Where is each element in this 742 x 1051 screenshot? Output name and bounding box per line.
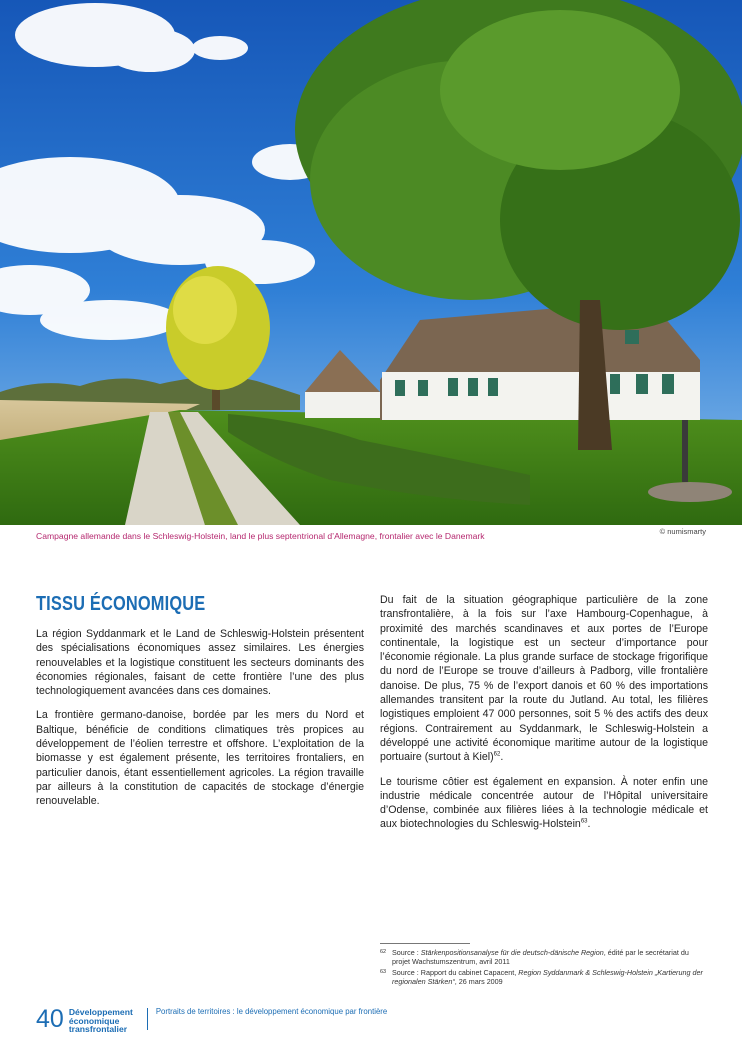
footnote — [380, 948, 706, 967]
landscape-photo — [0, 0, 742, 525]
paragraph-text: Le tourisme côtier est également en expansion. À noter enfin une industrie médicale concentrée autour de l’Hôpital universitaire d’Odense, combinée aux filières liées à la technologie médicale et aux biotechnologies du Schleswig-Holstein — [380, 775, 708, 831]
footnote-title: Stärkenpositionsanalyse für die deutsch-dänische Region — [420, 948, 604, 957]
footnote-divider — [380, 943, 470, 944]
brand-line: économique — [68, 1015, 120, 1026]
footnote-number: 62 — [380, 949, 387, 955]
footer-divider — [147, 1008, 148, 1030]
footnote-ref[interactable]: 63 — [580, 818, 588, 825]
paragraph: La région Syddanmark et le Land de Schleswig-Holstein présentent des spécialisations économiques assez similaires. Les énergies renouvelables et la logistique constituent les secteurs dominants des économies régionales, faisant de cette frontière l’une des plus technologiquement avancées dans ces domaines. — [36, 628, 364, 698]
footnote-text — [392, 968, 706, 987]
section-heading: TISSU ÉCONOMIQUE — [36, 593, 206, 615]
footnote-rest: , 26 mars 2009 — [454, 976, 503, 986]
footnote — [380, 968, 706, 987]
footnote-ref[interactable]: 62 — [493, 751, 501, 758]
footnote-title: Region Syddanmark & Schleswig-Holstein „Kartierung der regionalen Stärken“ — [392, 967, 703, 986]
left-column — [36, 627, 364, 819]
right-column — [380, 593, 708, 842]
footnote-number: 63 — [380, 968, 387, 975]
paragraph-text: Du fait de la situation géographique particulière de la zone transfrontalière, à la fois sur l’axe Hambourg-Copenhague, à proximité des marchés scandinaves et aux portes de l’Europe continentale, la logistique est un secteur d’importance pour l’économie régionale. La plus grande surface de stockage frigorifique du nord de l’Europe se trouve d’ailleurs à Padborg, ville frontalière danoise. De plus, 75 % de l’export danois et 60 % des importations allemandes transitent par la route du Jutland. Au total, les filières logistiques emploient 47 000 personnes, soit 5 % des actifs des deux régions. Contrairement au Syddanmark, le Schleswig-Holstein a développé une activité économique maritime autour de la logistique portuaire (surtout à Kiel) — [380, 594, 708, 764]
photo-caption: Campagne allemande dans le Schleswig-Holstein, land le plus septentrional d’Allemagne, frontalier avec le Danemark — [36, 531, 485, 541]
footnote-rest: , édité par le secrétariat du projet Wachstumszentrum, avril 2011 — [392, 948, 689, 967]
photo-credit: © numismarty — [659, 527, 706, 536]
brand-logo — [69, 1008, 133, 1034]
page-number: 40 — [36, 1005, 64, 1033]
brand-line: Développement — [68, 1007, 133, 1017]
paragraph: Le tourisme côtier est également en expansion. À noter enfin une industrie médicale concentrée autour de l’Hôpital universitaire d’Odense, combinée aux filières liées à la technologie médicale et aux biotechnologies du Schleswig-Holstein$^{63}$. — [380, 775, 708, 831]
footnote-text — [392, 948, 706, 967]
series-title: Portraits de territoires : le développement économique par frontière — [155, 1007, 388, 1016]
paragraph: Du fait de la situation géographique particulière de la zone transfrontalière, à la fois sur l’axe Hambourg-Copenhague, à proximité des marchés scandinaves et aux portes de l’Europe continentale, la logistique est un secteur d’importance pour l’économie régionale. La plus grande surface de stockage frigorifique du nord de l’Europe se trouve d’ailleurs à Padborg, ville frontalière danoise. De plus, 75 % de l’export danois et 60 % des importations allemandes transitent par la route du Jutland. Au total, les filières logistiques emploient 47 000 personnes, soit 5 % des actifs des deux régions. Contrairement au Syddanmark, le Schleswig-Holstein a développé une activité économique maritime autour de la logistique portuaire (surtout à Kiel)$^{62}$. — [380, 594, 708, 764]
footnote-prefix: Source : Rapport du cabinet Capacent, — [392, 967, 519, 977]
brand-line: transfrontalier — [68, 1024, 128, 1035]
page-footer — [36, 1004, 387, 1034]
paragraph: La frontière germano-danoise, bordée par les mers du Nord et Baltique, bénéficie de conditions climatiques très propices au développement de l’éolien terrestre et offshore. L’exploitation de la biomasse y est également présente, les territoires frontaliers, en particulier danois, étant essentiellement agricoles. La région travaille par ailleurs à la constitution de capacités de stockage d’énergie renouvelable. — [36, 709, 364, 808]
footnotes — [380, 948, 706, 987]
footnote-prefix: Source : — [392, 948, 421, 957]
